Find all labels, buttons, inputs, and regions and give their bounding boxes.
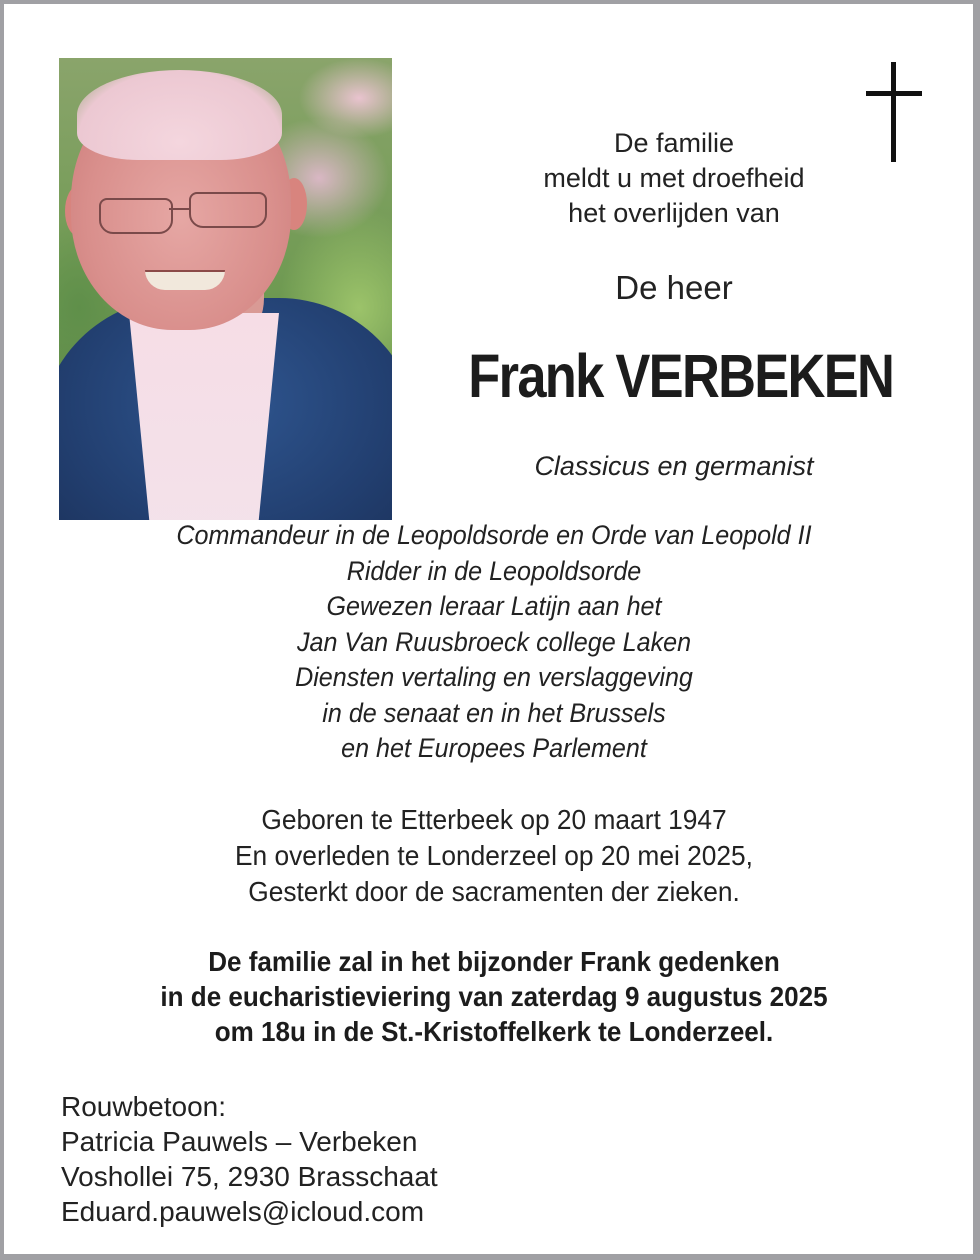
service-line: om 18u in de St.-Kristoffelkerk te Londerzeel. [214, 1016, 774, 1047]
photo-glasses-right [189, 192, 267, 228]
deceased-name: Frank VERBEKEN [468, 342, 894, 410]
photo-glasses-left [99, 198, 173, 234]
condolences-address: Voshollei 75, 2930 Brasschaat [61, 1161, 438, 1192]
title-prefix: De heer [615, 269, 733, 306]
cross-horizontal-bar [866, 91, 922, 96]
honor-line: Gewezen leraar Latijn aan het [326, 591, 662, 621]
photo-smile [145, 270, 225, 290]
condolences-label: Rouwbetoon: [61, 1091, 227, 1122]
honor-line: Diensten vertaling en verslaggeving [295, 662, 693, 692]
latin-cross-icon [866, 62, 924, 162]
obituary-card [4, 4, 973, 1254]
intro-line: meldt u met droefheid [543, 163, 805, 193]
intro-line: De familie [613, 128, 735, 158]
photo-shirt [129, 313, 279, 520]
service-line: in de eucharistieviering van zaterdag 9 augustus 2025 [160, 981, 828, 1012]
condolences-contact [61, 1089, 661, 1229]
intro-line: het overlijden van [568, 198, 780, 228]
cross-vertical-bar [891, 62, 896, 162]
photo-glasses-bridge [169, 208, 191, 210]
honor-line: in de senaat en in het Brussels [322, 697, 666, 728]
date-line: Geboren te Etterbeek op 20 maart 1947 [261, 804, 727, 835]
service-line: De familie zal in het bijzonder Frank gedenken [208, 946, 780, 977]
portrait-photo [59, 58, 392, 520]
honor-line: Jan Van Ruusbroeck college Laken [296, 626, 692, 657]
honors-and-career [44, 518, 944, 767]
honor-line: Ridder in de Leopoldsorde [346, 555, 642, 586]
profession-subtitle: Classicus en germanist [534, 451, 814, 481]
birth-death-details [44, 802, 944, 910]
memorial-service-details [44, 944, 944, 1049]
photo-hair [77, 70, 282, 160]
date-line: Gesterkt door de sacramenten der zieken. [248, 876, 740, 907]
condolences-email: Eduard.pauwels@icloud.com [61, 1196, 425, 1227]
date-line: En overleden te Londerzeel op 20 mei 2025, [235, 840, 753, 871]
condolences-name: Patricia Pauwels – Verbeken [61, 1126, 418, 1157]
honor-line: en het Europees Parlement [341, 733, 647, 763]
intro-text [474, 126, 874, 231]
honor-line: Commandeur in de Leopoldsorde en Orde van Leopold II [176, 520, 812, 550]
